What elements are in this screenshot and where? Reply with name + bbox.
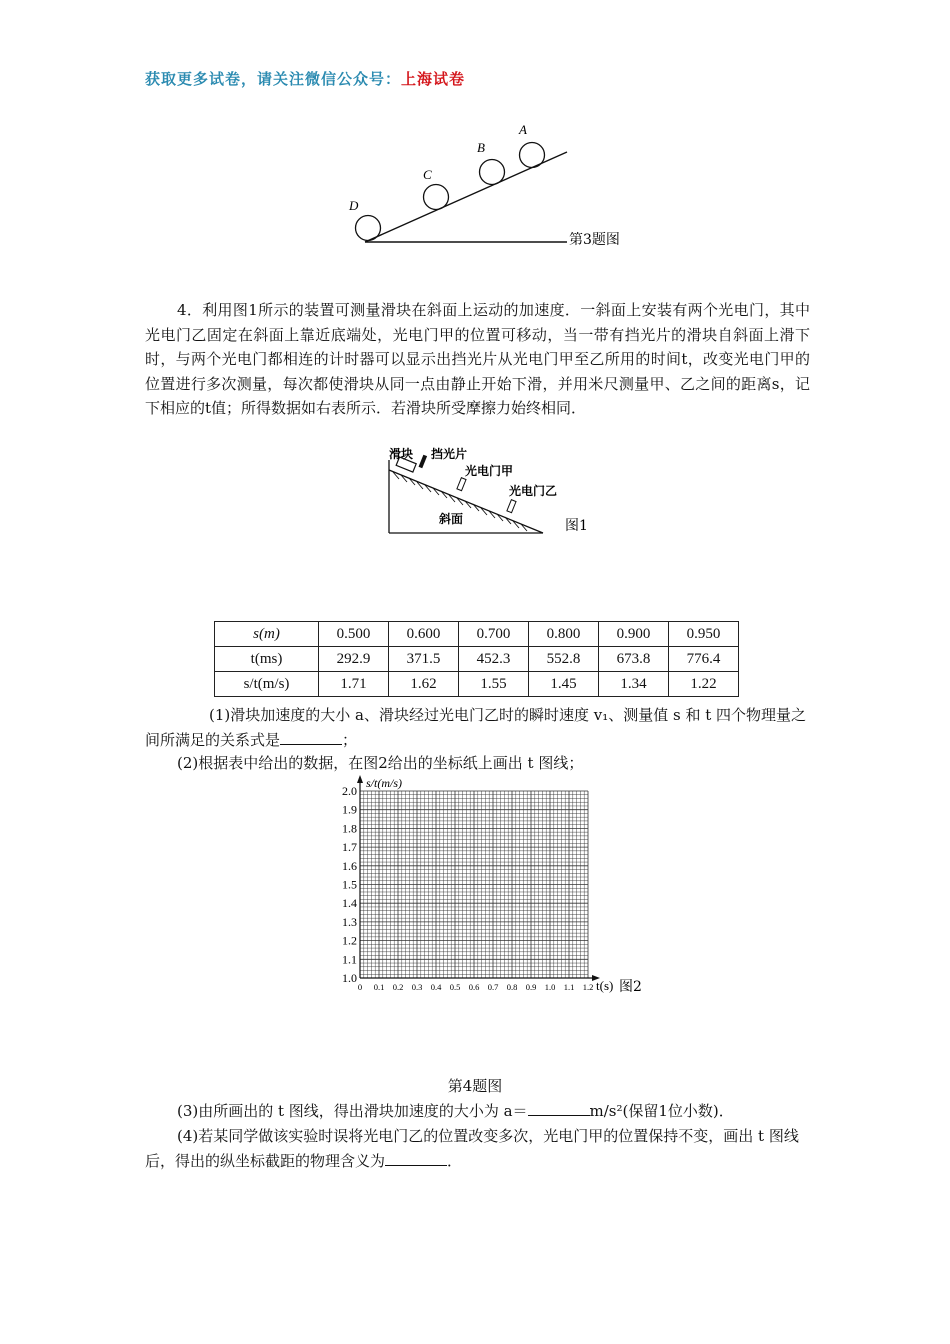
table-cell: 0.900 — [599, 622, 669, 647]
figure-2-graph-paper — [330, 770, 660, 996]
ball-b — [480, 160, 505, 185]
y-tick-label: 1.7 — [342, 840, 357, 855]
figure-1-apparatus — [385, 446, 605, 538]
table-cell: 1.34 — [599, 672, 669, 697]
figure-3-caption: 第3题图 — [569, 232, 620, 248]
header-brand: 上海试卷 — [401, 70, 466, 88]
ball-a — [520, 143, 545, 168]
y-axis-label: s/t(m/s) — [366, 776, 402, 790]
y-tick-label: 1.5 — [342, 877, 357, 892]
table-cell: 452.3 — [459, 647, 529, 672]
x-tick-label: 0.7 — [487, 982, 499, 992]
question-3 — [177, 1099, 734, 1124]
table-cell: 0.500 — [319, 622, 389, 647]
header-prefix: 获取更多试卷，请关注微信公众号： — [145, 70, 402, 88]
ball-d — [356, 216, 381, 241]
x-tick-label: 1.1 — [563, 982, 575, 992]
figure-4-caption: 第4题图 — [447, 1077, 503, 1095]
row-header: t(ms) — [215, 647, 319, 672]
x-tick-label: 1.2 — [582, 982, 594, 992]
photogate-b — [507, 500, 516, 513]
x-tick-label: 0.5 — [449, 982, 461, 992]
light-shield — [419, 455, 428, 469]
x-tick-label: 0.9 — [525, 982, 537, 992]
x-tick-label: 0.6 — [468, 982, 480, 992]
x-axis-label: t(s) — [596, 978, 614, 993]
label-slider: 滑块 — [389, 447, 414, 461]
figure-2-caption: 图2 — [619, 979, 642, 995]
label-b: B — [477, 140, 485, 155]
label-d: D — [349, 198, 359, 213]
y-tick-label: 1.2 — [342, 933, 357, 948]
table-cell: 1.55 — [459, 672, 529, 697]
table-row — [215, 647, 739, 672]
label-a: A — [519, 122, 527, 137]
table-cell: 371.5 — [389, 647, 459, 672]
x-tick-label: 1.0 — [544, 982, 556, 992]
x-tick-label: 0.8 — [506, 982, 518, 992]
figure-1-caption: 图1 — [565, 518, 588, 534]
y-tick-label: 1.8 — [342, 821, 357, 836]
x-tick-label: 0.4 — [430, 982, 442, 992]
answer-blank-1 — [280, 730, 342, 745]
row-header: s(m) — [215, 622, 319, 647]
table-cell: 0.700 — [459, 622, 529, 647]
table-row — [215, 672, 739, 697]
label-c: C — [423, 167, 432, 182]
table-cell: 0.950 — [669, 622, 739, 647]
table-cell: 0.600 — [389, 622, 459, 647]
photogate-a — [457, 478, 466, 491]
x-tick-label: 0.1 — [373, 982, 385, 992]
question-3-unit: m/s²(保留1位小数)． — [589, 1102, 734, 1120]
table-cell: 1.22 — [669, 672, 739, 697]
table-cell: 0.800 — [529, 622, 599, 647]
answer-blank-3 — [528, 1101, 590, 1116]
x-tick-label: 0.2 — [392, 982, 404, 992]
table-cell: 673.8 — [599, 647, 669, 672]
label-flag: 挡光片 — [431, 447, 468, 461]
label-slope: 斜面 — [439, 512, 464, 526]
label-gate-b: 光电门乙 — [509, 484, 558, 498]
x-tick-label: 0.3 — [411, 982, 423, 992]
ball-c — [424, 185, 449, 210]
question-1-end: ； — [342, 730, 358, 749]
table-cell: 776.4 — [669, 647, 739, 672]
data-table — [214, 621, 739, 697]
x-tick-label: 0 — [357, 982, 363, 992]
y-tick-label: 1.4 — [342, 896, 357, 911]
question-3-text: (3)由所画出的 t 图线，得出滑块加速度的大小为 a＝ — [177, 1102, 528, 1120]
y-tick-label: 1.3 — [342, 914, 357, 929]
figure-3-incline — [335, 115, 655, 255]
problem-4-intro: 4．利用图1所示的装置可测量滑块在斜面上运动的加速度．一斜面上安装有两个光电门，其中光电门乙固定在斜面上靠近底端处，光电门甲的位置可移动，当一带有挡光片的滑块自斜面上滑下时，与两个光电门都相连的计时器可以显示出挡光片从光电门甲至乙所用的时间t，改变光电门甲的位置进行多次测量，每次都使滑块从同一点由静止开始下滑，并用米尺测量甲、乙之间的距离s，记下相应的t值；所得数据如右表所示．若滑块所受摩擦力始终相同． — [145, 301, 810, 417]
y-tick-label: 1.1 — [342, 952, 357, 967]
y-tick-label: 2.0 — [342, 784, 357, 798]
y-tick-label: 1.9 — [342, 802, 357, 817]
table-cell: 292.9 — [319, 647, 389, 672]
question-4-text: (4)若某同学做该实验时误将光电门乙的位置改变多次，光电门甲的位置保持不变，画出 t 图线后，得出的纵坐标截距的物理含义为 — [145, 1127, 799, 1170]
y-axis-arrow-icon — [357, 775, 363, 783]
question-1 — [145, 703, 810, 752]
question-2: (2)根据表中给出的数据，在图2给出的坐标纸上画出 t 图线； — [177, 754, 584, 772]
page-header — [145, 68, 465, 89]
label-gate-a: 光电门甲 — [465, 464, 514, 478]
y-tick-label: 1.0 — [342, 971, 357, 985]
row-header: s/t(m/s) — [215, 672, 319, 697]
table-cell: 1.45 — [529, 672, 599, 697]
question-4-end: ． — [447, 1151, 463, 1170]
y-tick-label: 1.6 — [342, 858, 357, 873]
answer-blank-4 — [385, 1151, 447, 1166]
table-cell: 1.71 — [319, 672, 389, 697]
table-cell: 1.62 — [389, 672, 459, 697]
question-4 — [145, 1124, 810, 1173]
table-row — [215, 622, 739, 647]
question-1-text: (1)滑块加速度的大小 a、滑块经过光电门乙时的瞬时速度 v₁、测量值 s 和 t 四个物理量之间所满足的关系式是 — [145, 706, 807, 749]
table-cell: 552.8 — [529, 647, 599, 672]
